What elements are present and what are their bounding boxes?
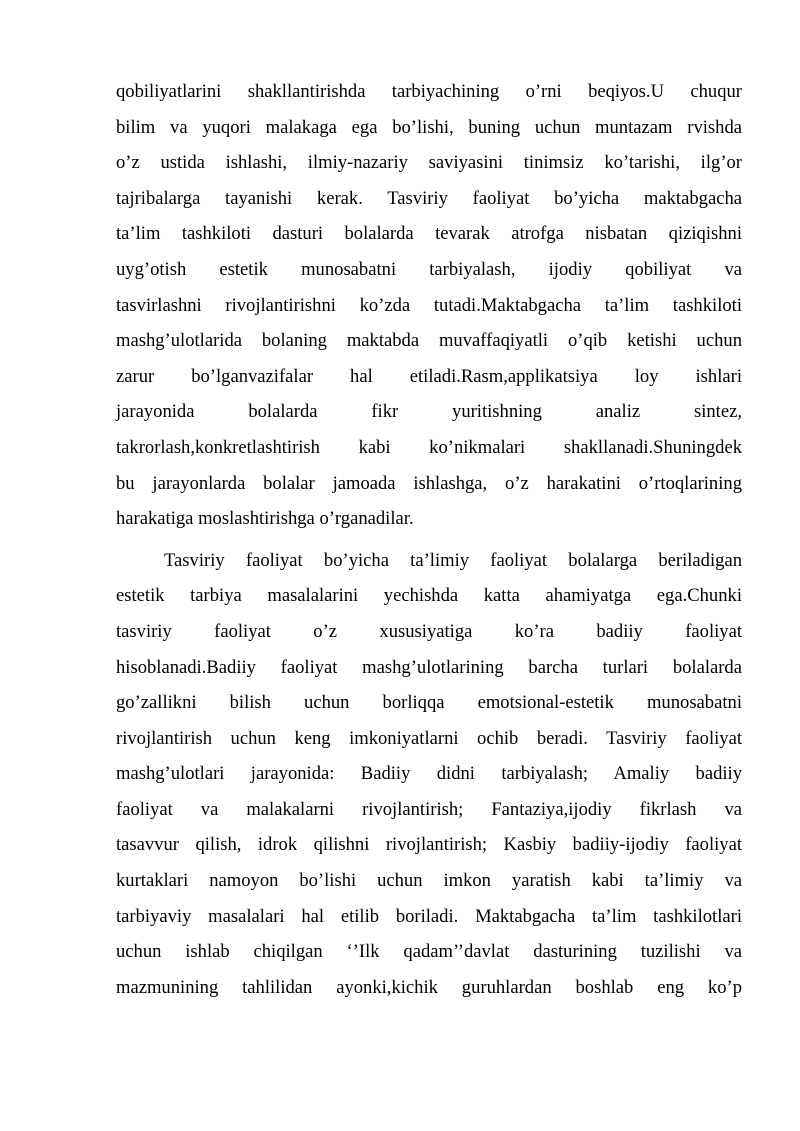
text-line: hisoblanadi.Badiiy faoliyat mashg’ulotlarining barcha turlari bolalarda (116, 656, 742, 678)
text-line: tarbiyaviy masalalari hal etilib boriladi. Maktabgacha ta’lim tashkilotlari (116, 905, 742, 927)
text-line: tajribalarga tayanishi kerak. Tasviriy faoliyat bo’yicha maktabgacha (116, 187, 742, 209)
text-line: rivojlantirish uchun keng imkoniyatlarni ochib beradi. Tasviriy faoliyat (116, 727, 742, 749)
text-line: qobiliyatlarini shakllantirishda tarbiyachining o’rni beqiyos.U chuqur (116, 81, 742, 102)
text-line: ta’lim tashkiloti dasturi bolalarda tevarak atrofga nisbatan qiziqishni (116, 223, 742, 245)
text-line: bilim va yuqori malakaga ega bo’lishi, buning uchun muntazam rvishda (116, 116, 742, 138)
text-line: zarur bo’lganvazifalar hal etiladi.Rasm,applikatsiya loy ishlari (116, 365, 742, 387)
text-line: tasvirlashni rivojlantirishni ko’zda tutadi.Maktabgacha ta’lim tashkiloti (116, 294, 742, 316)
text-line: bu jarayonlarda bolalar jamoada ishlashga, o’z harakatini o’rtoqlarining (116, 472, 742, 494)
text-line: harakatiga moslashtirishga o’rganadilar. (116, 508, 414, 530)
text-line: mazmunining tahlilidan ayonki,kichik guruhlardan boshlab eng ko’p (116, 976, 742, 998)
text-line: tasviriy faoliyat o’z xususiyatiga ko’ra badiiy faoliyat (116, 620, 742, 642)
paragraph-2 (116, 543, 742, 1006)
text-line: mashg’ulotlarida bolaning maktabda muvaffaqiyatli o’qib ketishi uchun (116, 330, 742, 352)
text-line: uchun ishlab chiqilgan ‘’Ilk qadam’’davlat dasturining tuzilishi va (116, 941, 742, 963)
text-line: uyg’otish estetik munosabatni tarbiyalash, ijodiy qobiliyat va (116, 258, 742, 280)
text-line: takrorlash,konkretlashtirish kabi ko’nikmalari shakllanadi.Shuningdek (116, 436, 742, 458)
text-line: kurtaklari namoyon bo’lishi uchun imkon yaratish kabi ta’limiy va (116, 870, 742, 892)
text-line: o’z ustida ishlashi, ilmiy-nazariy saviyasini tinimsiz ko’tarishi, ilg’or (116, 152, 742, 174)
text-line: mashg’ulotlari jarayonida: Badiiy didni tarbiyalash; Amaliy badiiy (116, 763, 742, 785)
text-line: faoliyat va malakalarni rivojlantirish; Fantaziya,ijodiy fikrlash va (116, 798, 742, 820)
text-line: estetik tarbiya masalalarini yechishda katta ahamiyatga ega.Chunki (116, 585, 742, 607)
text-line: jarayonida bolalarda fikr yuritishning analiz sintez, (116, 401, 742, 423)
paragraph-1 (116, 74, 742, 537)
text-line: go’zallikni bilish uchun borliqqa emotsional-estetik munosabatni (116, 692, 742, 714)
text-line: Tasviriy faoliyat bo’yicha ta’limiy faoliyat bolalarga beriladigan (164, 549, 742, 571)
document-page (116, 74, 742, 1005)
text-line: tasavvur qilish, idrok qilishni rivojlantirish; Kasbiy badiiy-ijodiy faoliyat (116, 834, 742, 856)
